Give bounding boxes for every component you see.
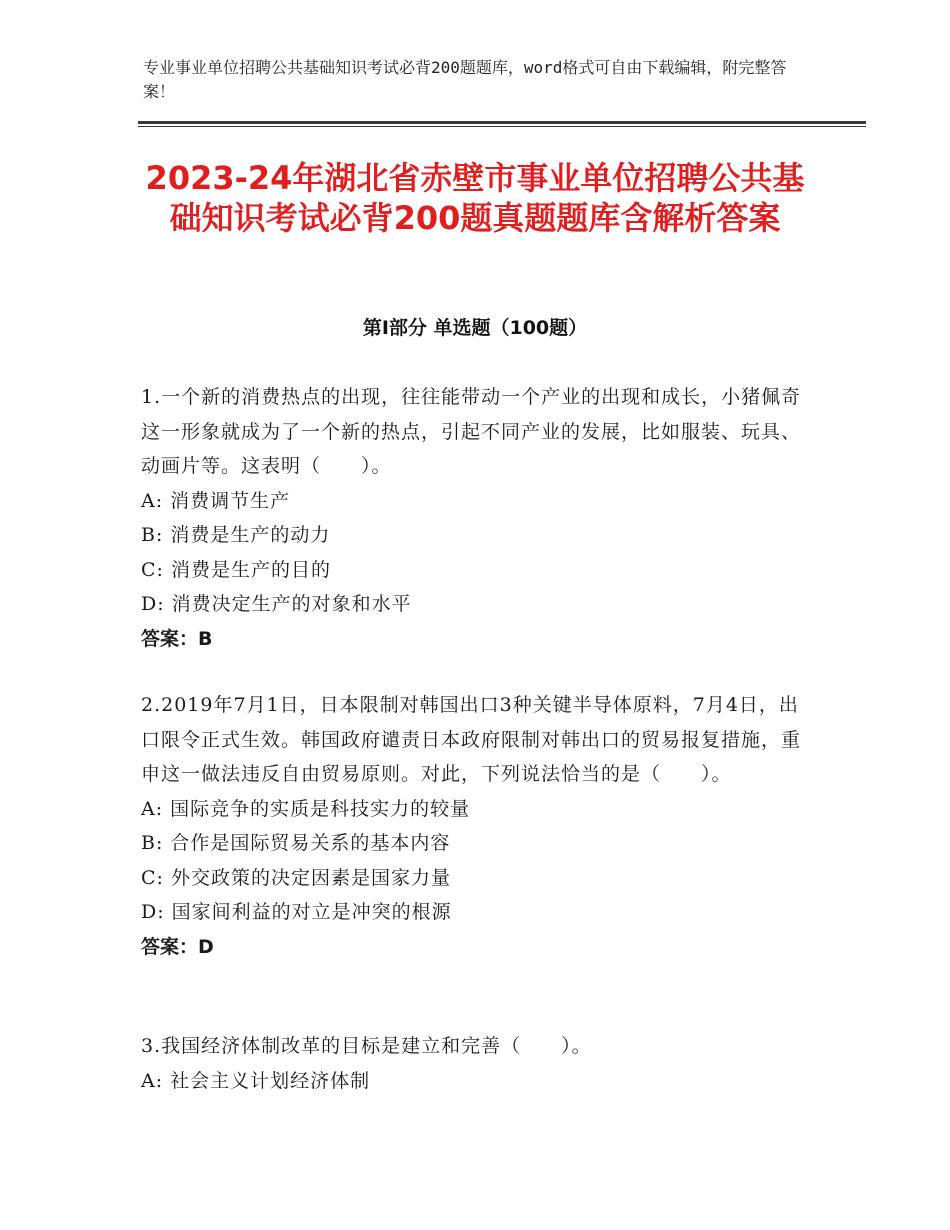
question-3 [141,1029,806,1098]
question-stem: 1.一个新的消费热点的出现，往往能带动一个产业的出现和成长，小猪佩奇这一形象就成为了一个新的热点，引起不同产业的发展，比如服装、玩具、动画片等。这表明（ ）。 [141,386,802,477]
question-stem: 2.2019年7月1日，日本限制对韩国出口3种关键半导体原料，7月4日，出口限令正式生效。韩国政府谴责日本政府限制对韩出口的贸易报复措施，重申这一做法违反自由贸易原则。对此，下列说法恰当的是（ ）。 [141,694,802,785]
answer: 答案：B [141,627,213,650]
answer: 答案：D [141,935,214,958]
question-stem: 3.我国经济体制改革的目标是建立和完善（ ）。 [141,1035,592,1057]
option-d: D: 国家间利益的对立是冲突的根源 [141,901,452,923]
option-c: C: 消费是生产的目的 [141,558,331,581]
document-title: 2023-24年湖北省赤壁市事业单位招聘公共基础知识考试必背200题真题题库含解析答案 [145,159,805,237]
section-heading: 第Ⅰ部分 单选题（100题） [362,317,588,339]
header-divider-thick [138,121,866,124]
option-d: D: 消费决定生产的对象和水平 [141,593,412,615]
question-2 [141,688,806,964]
option-c: C: 外交政策的决定因素是国家力量 [141,866,451,889]
header-note: 专业事业单位招聘公共基础知识考试必背200题题库，word格式可自由下载编辑，附完整答案！ [143,58,787,101]
option-a: A: 消费调节生产 [141,489,291,512]
option-b: B: 消费是生产的动力 [141,524,331,546]
option-b: B: 合作是国际贸易关系的基本内容 [141,832,451,854]
option-a: A: 社会主义计划经济体制 [141,1069,371,1092]
question-1 [141,380,806,656]
header-divider-thin [138,126,866,127]
option-a: A: 国际竞争的实质是科技实力的较量 [141,797,471,820]
